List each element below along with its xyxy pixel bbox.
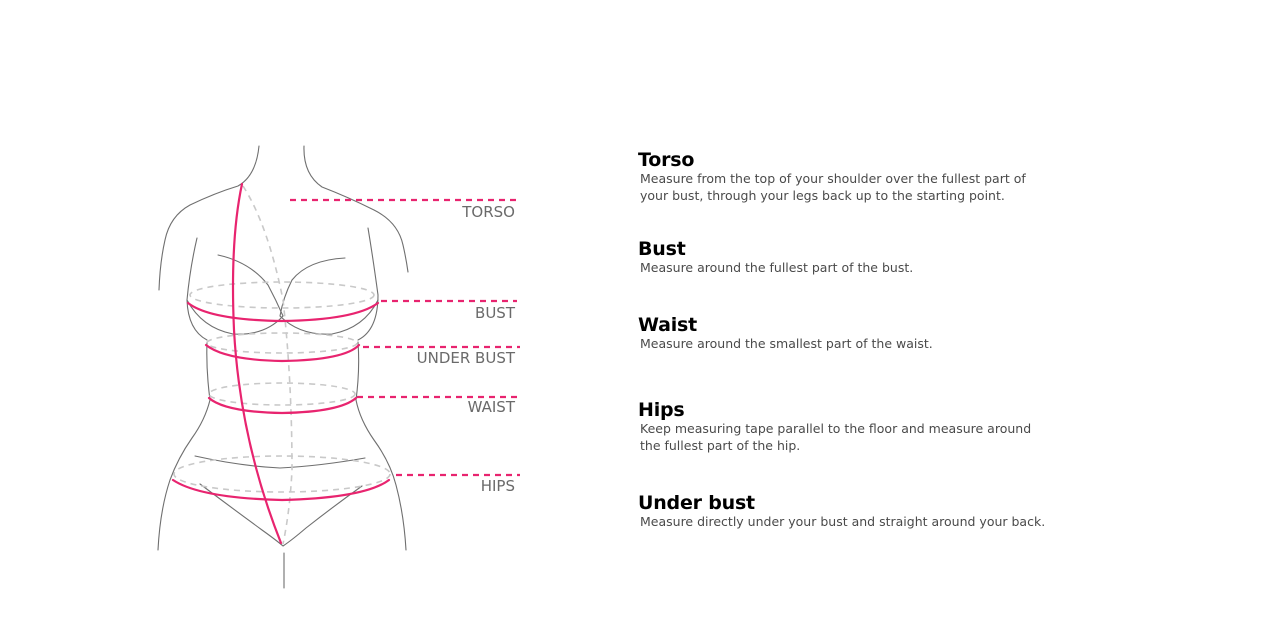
hips-description-line-2: the fullest part of the hip. [640,437,801,453]
torso-tape [233,184,281,543]
waist-tape [209,398,356,413]
hips-label: HIPS [480,477,515,495]
bust-label: BUST [475,304,515,322]
torso-entry [638,149,1078,204]
torso-description [638,171,1078,204]
under-bust-heading: Under bust [638,492,755,514]
torso-label: TORSO [462,203,515,221]
under-bust-entry [638,492,1078,531]
measuring-tapes [173,184,389,543]
bust-description [638,260,1078,277]
under-bust-label: UNDER BUST [416,349,515,367]
hips-description [638,421,1078,454]
back-guide-lines [174,186,390,544]
under-bust-tape [206,345,359,361]
hips-description-line-1: Keep measuring tape parallel to the floor and measure around [640,421,1032,436]
body-outline [158,146,408,588]
diagram-labels [417,203,516,495]
bust-entry [638,238,1078,277]
under-bust-description [638,514,1078,531]
waist-description-line-1: Measure around the smallest part of the waist. [640,336,933,351]
torso-description-line-2: your bust, through your legs back up to the starting point. [640,187,1005,203]
torso-description-line-1: Measure from the top of your shoulder over the fullest part of [640,171,1026,186]
waist-label: WAIST [467,398,515,416]
waist-entry [638,314,1078,353]
body-measurement-diagram [0,0,560,637]
waist-heading: Waist [638,314,698,336]
leader-lines [290,200,520,475]
under-bust-description-line-1: Measure directly under your bust and straight around your back. [640,514,1046,529]
torso-heading: Torso [638,149,695,171]
hips-entry [638,399,1078,454]
waist-description [638,336,1078,353]
hips-heading: Hips [638,399,685,421]
bust-description-line-1: Measure around the fullest part of the bust. [640,260,914,275]
bust-heading: Bust [638,238,686,260]
